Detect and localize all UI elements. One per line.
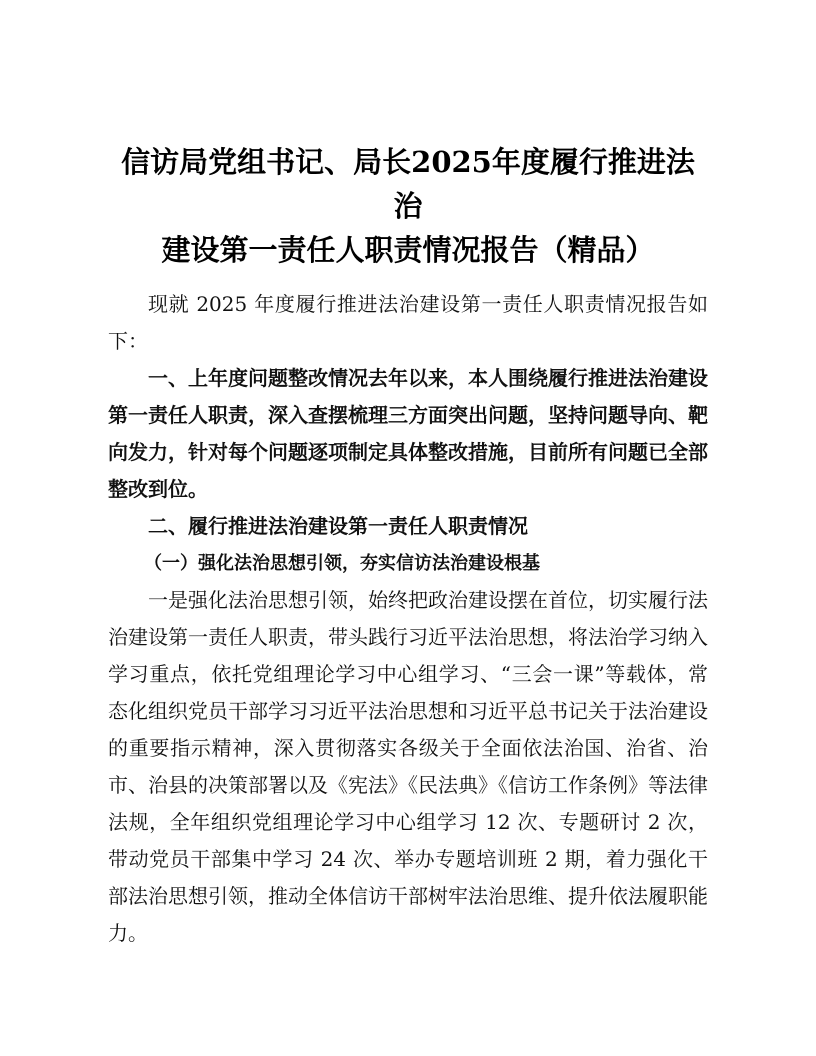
section-2-heading: 二、履行推进法治建设第一责任人职责情况 [148, 514, 528, 538]
subsection-1-heading: （一）强化法治思想引领，夯实信访法治建设根基 [144, 553, 540, 574]
body-paragraph-1: 一是强化法治思想引领，始终把政治建设摆在首位，切实履行法治建设第一责任人职责，带头践行习近平法治思想，将法治学习纳入学习重点，依托党组理论学习中心组学习、“三会一课”等载体，常态化组织党员干部学习习近平法治思想和习近平总书记关于法治建设的重要指示精神，深入贯彻落实各级关于全面依法治国、治省、治市、治县的决策部署以及《宪法》《民法典》《信访工作条例》等法律法规，全年组织党组理论学习中心组学习 12 次、专题研讨 2 次，带动党员干部集中学习 24 次、举办专题培训班 2 期，着力强化干部法治思想引领，推动全体信访干部树牢法治思维、提升依法履职能力。 [108, 588, 708, 945]
section-1-paragraph: 一、上年度问题整改情况去年以来，本人围绕履行推进法治建设第一责任人职责，深入查摆梳理三方面突出问题，坚持问题导向、靶向发力，针对每个问题逐项制定具体整改措施，目前所有问题已全部整改到位。 [108, 366, 708, 501]
intro-paragraph: 现就 2025 年度履行推进法治建设第一责任人职责情况报告如下： [108, 292, 708, 353]
document-title [108, 140, 708, 272]
title-line-1: 信访局党组书记、局长2025年度履行推进法治 [121, 145, 695, 223]
title-line-2: 建设第一责任人职责情况报告（精品） [161, 233, 655, 267]
